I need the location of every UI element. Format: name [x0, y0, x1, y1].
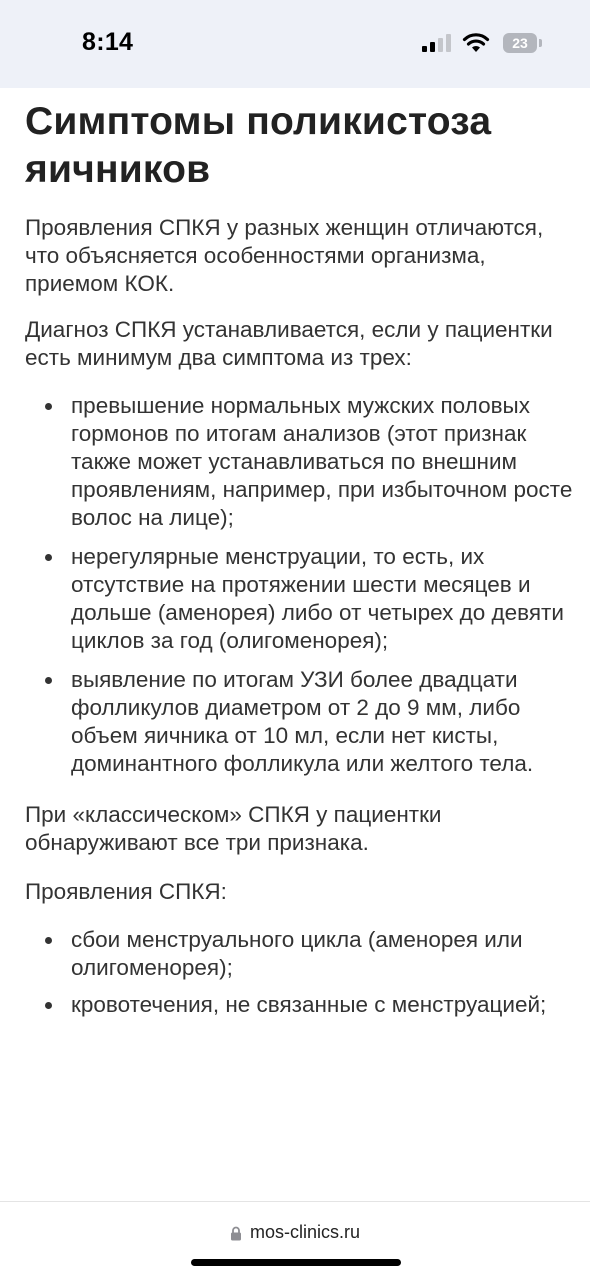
url-field[interactable]: [0, 1222, 590, 1243]
url-text: mos-clinics.ru: [249, 1222, 360, 1242]
browser-address-bar: [0, 1201, 590, 1281]
intro-paragraph: Проявления СПКЯ у разных женщин отличаются, что объясняется особенностями организма, приемом КОК.: [25, 215, 544, 296]
article-title: Симптомы поликистоза яичников: [25, 100, 492, 191]
battery-icon: 23: [503, 33, 537, 53]
battery-tip: [539, 39, 542, 47]
list-item-text: превышение нормальных мужских половых гормонов по итогам анализов (этот признак также может устанавливаться по внешним проявлениям, например, при избыточном росте волос на лице);: [71, 393, 573, 530]
home-indicator[interactable]: [191, 1259, 401, 1266]
list-item-text: выявление по итогам УЗИ более двадцати фолликулов диаметром от 2 до 9 мм, либо объем яичника от 10 мл, если нет кисты, доминантного фолликула или желтого тела.: [71, 667, 534, 776]
manifestations-heading: Проявления СПКЯ:: [25, 879, 227, 904]
bullet-icon: [45, 677, 52, 684]
wifi-icon: [462, 32, 490, 54]
status-bar: [0, 0, 590, 88]
list-item: [25, 991, 573, 1019]
bullet-icon: [45, 554, 52, 561]
list-item-text: кровотечения, не связанные с менструацией;: [71, 992, 547, 1017]
list-item: [25, 392, 573, 532]
bullet-icon: [45, 403, 52, 410]
lock-icon: [230, 1226, 242, 1241]
criteria-list: [25, 392, 573, 778]
bullet-icon: [45, 937, 52, 944]
classic-paragraph: При «классическом» СПКЯ у пациентки обнаруживают все три признака.: [25, 802, 442, 855]
bullet-icon: [45, 1002, 52, 1009]
cellular-signal-icon: [422, 34, 452, 52]
article-content: [25, 98, 573, 1019]
list-item: [25, 666, 573, 778]
list-item-text: нерегулярные менструации, то есть, их отсутствие на протяжении шести месяцев и дольше (аменорея) либо от четырех до девяти циклов за год (олигоменорея);: [71, 544, 564, 653]
list-item-text: сбои менструального цикла (аменорея или олигоменорея);: [71, 927, 523, 980]
diagnosis-paragraph: Диагноз СПКЯ устанавливается, если у пациентки есть минимум два симптома из трех:: [25, 317, 553, 370]
status-time: 8:14: [82, 28, 134, 56]
list-item: [25, 543, 573, 655]
list-item: [25, 926, 573, 982]
manifestations-list: [25, 926, 573, 1019]
